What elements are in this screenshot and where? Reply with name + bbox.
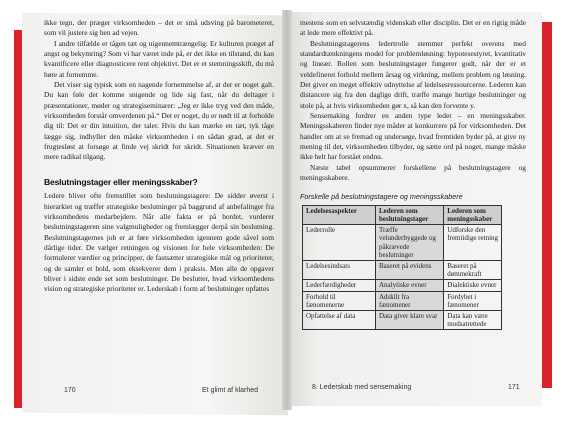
table-cell: Data kan være modsatrettede [444, 311, 502, 330]
table-cell: Dialektiske evner [444, 280, 502, 291]
table-cell: Udforske den fremtidige retning [444, 225, 502, 261]
table-row [303, 280, 502, 291]
table-cell: Ledelsesindsats [303, 261, 376, 280]
page-number-left: 170 [64, 387, 76, 394]
table-cell: Baseret på dømmekraft [444, 261, 502, 280]
table-cell: Lederrolle [303, 225, 376, 261]
table-row [303, 291, 502, 310]
table-cell: Analytiske evner [376, 280, 444, 291]
table-row [303, 225, 502, 261]
table-row [303, 261, 502, 280]
page-number-right: 171 [508, 384, 520, 391]
table-caption: Forskelle på beslutningstagere og meningsskabere [300, 191, 463, 201]
table-header-cell: Ledelsesaspekter [303, 205, 376, 224]
table-header-row [303, 205, 502, 224]
paragraph: Beslutningstagerens ledertrolle stemmer perfekt overens med standardtænkningens model for problemløsning: hypotesestyret, kvantitativ og lineær. Rollen som beslutningstager fungerer godt, når der er et veldefineret forhold mellem årsag og virkning, mellem problem og løsning. Det giver en meget effektiv udnyttelse af ledelsesressourcerne. Lederen kan distancere sig fra den daglige drift, træffe mange hurtige beslutninger og stole på, at hvis virksomheden gør x, så kan den forvente y. [300, 38, 526, 110]
table-cell: Baseret på evidens [376, 261, 444, 280]
paragraph: Næste tabel opsummerer forskellene på beslutningstagere og meningsskabere. [300, 162, 526, 183]
table-header-cell: Lederen som meningsskaber [444, 205, 502, 224]
table-cell: Lederfærdigheder [303, 280, 376, 291]
table-row [303, 311, 502, 330]
paragraph: mestens som en selvstændig videnskab eller disciplin. Det er en rigtig måde at lede mere effektivt på. [300, 18, 526, 38]
table-cell: Data giver klare svar [376, 311, 444, 330]
section-heading: Beslutningstager eller meningsskaber? [44, 176, 198, 187]
table-cell: Forhold til fænomenerne [303, 291, 376, 310]
table-cell: Fordybet i fænomener [444, 291, 502, 310]
left-page-text [44, 18, 274, 295]
paragraph: Det viser sig typisk som en nagende fornemmelse af, at der er noget galt. Du kan føle det komme snigende og lide sig fast, når du deltager i præsentationer, møder og strategiseminarer: „Jeg er ikke tryg ved den måde, virksomheden forstår omverdenen på.“ Det er noget, du er nødt til at forholde dig til: Det er din intuition, der taler. Hvis du kan mærke en tæt, tyk tåge lægge sig, indhyller den måske virksomheden i en sådan grad, at det er frugtesløst at forsøge at finde vej skridt for skridt. Situationen kræver en mere radikal tilgang. [44, 80, 274, 162]
table-cell: Adskilt fra fænomener [376, 291, 444, 310]
paragraph: ikke tegn, der præger virksomheden – det er små udsving på barometeret, som vil justere sig hen ad vejen. [44, 18, 274, 38]
table-cell: Træffe velunderbyggede og påkrævede beslutninger [376, 225, 444, 261]
running-foot-right: 8. Lederskab med sensemaking [312, 384, 412, 391]
table-header-cell: Lederen som beslutningstager [376, 205, 444, 224]
comparison-table [302, 205, 502, 331]
book-gutter [282, 10, 292, 410]
paragraph: Ledere bliver ofte fremstillet som beslutningstagere: De sidder øverst i hierarkiet og træffer strategiske beslutninger på baggrund af anbefalinger fra virksomhedens medarbejdere. Når alle fakta er på bordet, vurderer beslutningstageren sine valgmuligheder og fremlægger derpå sin beslutning. Beslutningstagernes job er at føre virksomheden igennem gode såvel som dårlige tider. De vælger retningen og visionen for hele virksomheden: De formulerer værdier og principper, de fastsætter strategiske mål og prioriteter, og de samler et hold, som eksekverer dem i praksis. Men alle de opgaver bliver i sidste ende set som beslutninger. De beslutter, hvad virksomhedens vision og strategiske prioriteter er. Lederskab i form af beslutninger opfattes [44, 191, 274, 294]
right-page-text [300, 18, 526, 330]
running-foot-left: Et glimt af klarhed [202, 387, 259, 394]
table-cell: Opfattelse af data [303, 311, 376, 330]
paragraph: Sensemaking fordrer en anden type leder – en meningsskaber. Meningsskaberen finder nye måder at konkurrere på for virksomheden. Det handler om at se fremad og undersøge, hvad fremtiden byder på, at give ny mening til det, virksomheden tilbyder, og sætte ord på noget, mange måske ikke helt har forstået endnu. [300, 111, 526, 162]
paragraph: I andre tilfælde er tågen tæt og uigennemtrængelig: Er kulturen præget af angst og bekymring? Som vi har været inde på, er det ikke en tilstand, du kan kvantificere eller diagnosticere rent objektivt. Det er et stemningsskift, du må høre at fornemme. [44, 38, 274, 79]
